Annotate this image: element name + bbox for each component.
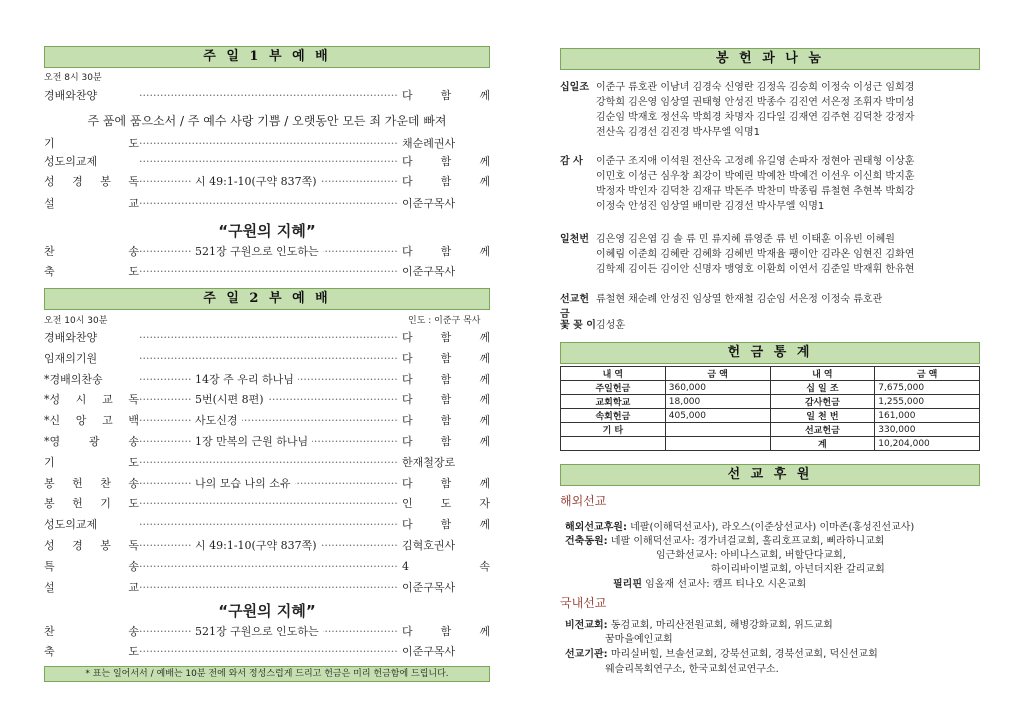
order-label: 기 도 bbox=[44, 455, 139, 469]
mission-line bbox=[656, 546, 846, 561]
order-label: 설 교 bbox=[44, 580, 139, 594]
order-leader: 다 함 께 bbox=[398, 349, 490, 369]
order-leader: 이준구목사 bbox=[398, 578, 490, 598]
order-leader: 다 함 께 bbox=[398, 86, 490, 106]
stats-cell: 계 bbox=[770, 437, 875, 451]
order-label: 찬 송 bbox=[44, 625, 139, 638]
stats-cell: 18,000 bbox=[665, 395, 770, 409]
order-row bbox=[44, 578, 490, 598]
order-row bbox=[44, 474, 490, 494]
order-label: *경배의찬송 bbox=[44, 372, 103, 386]
stats-cell: 10,204,000 bbox=[875, 437, 980, 451]
order-detail bbox=[139, 134, 398, 154]
stats-cell: 7,675,000 bbox=[875, 381, 980, 395]
service2-footer-note: * 표는 일어서서 / 예배는 10분 전에 와서 정성스럽게 드리고 헌금은 미리 헌금함에 드립니다. bbox=[44, 666, 490, 682]
order-detail-text: 시 49:1-10(구약 837쪽) bbox=[191, 175, 321, 188]
offering-names-line: 강학희 김은영 임상열 권태형 안성진 박종수 김진연 서은정 조휘자 박미성 bbox=[596, 97, 915, 108]
order-leader: 다 함 께 bbox=[398, 390, 490, 410]
order-leader: 채순례권사 bbox=[398, 134, 490, 154]
mission-line-text: 하이리바이벌교회, 아넌더지완 갈리교회 bbox=[711, 564, 885, 575]
order-detail bbox=[139, 152, 398, 172]
order-row bbox=[44, 262, 490, 282]
mission-line bbox=[605, 630, 673, 645]
order-leader: 다 함 께 bbox=[398, 152, 490, 172]
order-detail-text: 521장 구원으로 인도하는 bbox=[191, 625, 323, 638]
order-detail bbox=[139, 242, 398, 262]
order-label: 경배와찬양 bbox=[44, 89, 98, 102]
offering-header: 봉 헌 과 나 눔 bbox=[560, 48, 980, 70]
offering-names-line: 전산옥 김경선 김진경 박사무엘 익명1 bbox=[596, 127, 760, 138]
mission-line-text: 임올재 선교사: 캠프 티나오 시온교회 bbox=[641, 579, 807, 590]
stats-cell: 속회헌금 bbox=[561, 409, 666, 423]
order-row bbox=[44, 515, 490, 535]
mission-line-text: 꿈마을예인교회 bbox=[605, 634, 673, 645]
mission-line-text: 네팔 이해덕선교사: 경가녀걸교회, 홀리호프교회, 삐라하니교회 bbox=[607, 536, 885, 547]
mission-line-text: 네팔(이해덕선교사), 라오스(이준상선교사) 이마존(홍성진선교사) bbox=[626, 522, 915, 533]
order-label: 봉 헌 기 도 bbox=[44, 497, 139, 511]
overseas-mission-title: 해외선교 bbox=[560, 494, 607, 508]
order-row bbox=[44, 642, 490, 662]
order-label: *신 앙 고 백 bbox=[44, 414, 139, 428]
offering-names-line: 이민호 이성근 심우창 최강이 박예린 박예찬 박예건 이선우 이신희 박지훈 bbox=[596, 171, 915, 182]
stats-cell bbox=[665, 423, 770, 437]
offering-group bbox=[560, 318, 980, 333]
order-detail-text: 사도신경 bbox=[191, 414, 242, 427]
order-detail bbox=[139, 194, 398, 214]
mission-line bbox=[565, 645, 878, 660]
mission-line-text: 동검교회, 마리산전원교회, 해병강화교회, 위드교회 bbox=[607, 620, 833, 631]
domestic-mission-title: 국내선교 bbox=[560, 596, 607, 610]
order-row bbox=[44, 134, 490, 154]
offering-names-line: 김순임 박재호 정선옥 박희경 차명자 김다일 김재연 김주현 김덕찬 강정자 bbox=[596, 112, 915, 123]
order-label: 특 송 bbox=[44, 559, 139, 573]
order-leader: 다 함 께 bbox=[398, 515, 490, 535]
order-detail-text: 14장 주 우리 하나님 bbox=[191, 373, 298, 386]
stats-cell bbox=[665, 437, 770, 451]
order-detail-text: 나의 모습 나의 소유 bbox=[191, 477, 295, 490]
order-detail bbox=[139, 622, 398, 642]
stats-header: 헌 금 통 계 bbox=[560, 342, 980, 364]
order-label: 설 교 bbox=[44, 197, 139, 210]
order-leader: 이준구목사 bbox=[398, 642, 490, 662]
order-row bbox=[44, 390, 490, 410]
stats-cell: 405,000 bbox=[665, 409, 770, 423]
offering-group bbox=[560, 232, 980, 277]
order-label: 봉 헌 찬 송 bbox=[44, 476, 139, 490]
order-leader: 한재철장로 bbox=[398, 453, 490, 473]
order-label: 성 경 봉 독 bbox=[44, 175, 139, 188]
mission-line-text: 임근화선교사: 아비나스교회, 버할단다교회, bbox=[656, 550, 846, 561]
order-row bbox=[44, 194, 490, 214]
mission-line-label: 비전교회: bbox=[565, 620, 608, 631]
mission-header: 선 교 후 원 bbox=[560, 464, 980, 486]
order-row bbox=[44, 172, 490, 192]
mission-line-label: 필리핀 bbox=[613, 579, 642, 590]
mission-line bbox=[565, 616, 833, 631]
order-detail bbox=[139, 578, 398, 598]
order-label: *영 광 송 bbox=[44, 435, 139, 448]
order-detail-text: 5번(시편 8편) bbox=[191, 393, 268, 406]
order-row bbox=[44, 152, 490, 172]
stats-cell: 161,000 bbox=[875, 409, 980, 423]
order-leader: 이준구목사 bbox=[398, 262, 490, 282]
offering-group-label: 감 사 bbox=[560, 156, 583, 167]
stats-cell bbox=[561, 437, 666, 451]
service1-time: 오전 8시 30분 bbox=[44, 73, 102, 83]
order-detail bbox=[139, 494, 398, 514]
order-leader: 이준구목사 bbox=[398, 194, 490, 214]
order-detail bbox=[139, 536, 398, 556]
stats-cell: 선교헌금 bbox=[770, 423, 875, 437]
stats-cell: 360,000 bbox=[665, 381, 770, 395]
offering-group-label: 일천번 bbox=[560, 234, 589, 245]
order-detail-text: 시 49:1-10(구약 837쪽) bbox=[191, 539, 321, 552]
order-detail-text: 1장 만복의 근원 하나님 bbox=[191, 435, 312, 448]
mission-line bbox=[613, 575, 806, 590]
order-label: 성도의교제 bbox=[44, 518, 98, 532]
order-row bbox=[44, 494, 490, 514]
order-detail bbox=[139, 370, 398, 390]
praise-line: 주 품에 품으소서 / 주 예수 사랑 기쁨 / 오랫동안 모든 죄 가운데 빠져 bbox=[87, 114, 447, 128]
order-detail bbox=[139, 328, 398, 348]
order-label: 기 도 bbox=[44, 137, 139, 150]
order-row bbox=[44, 242, 490, 262]
stats-header-cell: 내 역 bbox=[561, 367, 666, 381]
order-detail bbox=[139, 642, 398, 662]
stats-header-cell: 금 액 bbox=[665, 367, 770, 381]
stats-cell: 감사헌금 bbox=[770, 395, 875, 409]
offering-group-label: 꽃 꽂 이 bbox=[560, 320, 596, 331]
stats-header-cell: 금 액 bbox=[875, 367, 980, 381]
order-leader: 인 도 자 bbox=[398, 494, 490, 514]
stats-cell: 교회학교 bbox=[561, 395, 666, 409]
mission-line-text: 웨슬리목회연구소, 한국교회선교연구소. bbox=[605, 664, 779, 675]
order-leader: 김혁호권사 bbox=[398, 536, 490, 556]
stats-cell: 기 타 bbox=[561, 423, 666, 437]
order-leader: 다 함 께 bbox=[398, 172, 490, 192]
offering-group-label: 선교헌금 bbox=[560, 294, 589, 320]
mission-line-label: 건축동원: bbox=[565, 536, 608, 547]
order-label: 경배와찬양 bbox=[44, 331, 98, 344]
service1-sermon-title: “구원의 지혜” bbox=[218, 222, 316, 240]
offering-names-line: 이준구 류호관 이남녀 김경숙 신영란 김정옥 김승희 이정숙 이성근 임희경 bbox=[596, 82, 915, 93]
service1-header: 주 일 1 부 예 배 bbox=[44, 46, 490, 68]
order-detail bbox=[139, 453, 398, 473]
stats-header-cell: 내 역 bbox=[770, 367, 875, 381]
mission-line-label: 해외선교후원: bbox=[565, 522, 627, 533]
stats-cell: 주일헌금 bbox=[561, 381, 666, 395]
order-row bbox=[44, 370, 490, 390]
order-leader: 다 함 께 bbox=[398, 370, 490, 390]
order-leader: 4 속 bbox=[398, 557, 490, 577]
service2-sermon-title: “구원의 지혜” bbox=[218, 602, 316, 620]
order-leader: 다 함 께 bbox=[398, 432, 490, 452]
order-leader: 다 함 께 bbox=[398, 622, 490, 642]
order-detail bbox=[139, 515, 398, 535]
order-detail bbox=[139, 432, 398, 452]
offering-group bbox=[560, 80, 980, 140]
offering-names-line: 이혜림 이준희 김혜란 김혜화 김혜빈 박재율 팽이안 김라온 임현진 김화연 bbox=[596, 249, 915, 260]
order-label: 찬 송 bbox=[44, 245, 139, 258]
order-leader: 다 함 께 bbox=[398, 242, 490, 262]
order-detail bbox=[139, 557, 398, 577]
order-label: 임재의기원 bbox=[44, 351, 98, 365]
order-label: 축 도 bbox=[44, 645, 139, 658]
order-row bbox=[44, 328, 490, 348]
order-label: 성도의교제 bbox=[44, 155, 98, 168]
stats-cell: 1,255,000 bbox=[875, 395, 980, 409]
order-row bbox=[44, 536, 490, 556]
order-row bbox=[44, 349, 490, 369]
order-leader: 다 함 께 bbox=[398, 474, 490, 494]
offering-names-line: 김학제 김이든 김이안 신명자 맹영호 이환희 이연서 김준일 박재휘 한유현 bbox=[596, 264, 915, 275]
mission-line-text: 마리실버힐, 브솔선교회, 강북선교회, 경북선교회, 덕신선교회 bbox=[607, 649, 878, 660]
stats-cell: 일 천 번 bbox=[770, 409, 875, 423]
service2-header: 주 일 2 부 예 배 bbox=[44, 288, 490, 310]
order-leader: 다 함 께 bbox=[398, 411, 490, 431]
order-row bbox=[44, 557, 490, 577]
order-row bbox=[44, 453, 490, 473]
service2-time: 오전 10시 30분 bbox=[44, 316, 108, 326]
order-label: *성 시 교 독 bbox=[44, 393, 139, 407]
order-row bbox=[44, 432, 490, 452]
offering-names-line: 김은영 김은엽 김 솔 류 민 류지혜 류영준 류 빈 이태훈 이유빈 이혜원 bbox=[596, 234, 895, 245]
order-detail bbox=[139, 172, 398, 192]
offering-group bbox=[560, 154, 980, 214]
offering-names-line: 김성훈 bbox=[596, 320, 625, 331]
order-detail bbox=[139, 390, 398, 410]
mission-line-label: 선교기관: bbox=[565, 649, 608, 660]
offering-names-line: 이준구 조지애 이석원 전산옥 고정례 유길영 손파자 정현아 권태형 이상훈 bbox=[596, 156, 915, 167]
order-row bbox=[44, 622, 490, 642]
order-label: 축 도 bbox=[44, 265, 139, 278]
mission-line bbox=[565, 518, 914, 533]
offering-group-label: 십일조 bbox=[560, 82, 589, 93]
order-detail bbox=[139, 411, 398, 431]
offering-names-line: 박정자 박인자 김덕찬 김재규 박돈주 박찬미 박종림 류철현 추현복 박희강 bbox=[596, 186, 915, 197]
service2-leader: 인도 : 이준구 목사 bbox=[408, 316, 481, 326]
order-detail bbox=[139, 474, 398, 494]
order-detail bbox=[139, 349, 398, 369]
order-detail-text: 521장 구원으로 인도하는 bbox=[191, 245, 323, 258]
order-detail bbox=[139, 262, 398, 282]
order-detail bbox=[139, 86, 398, 106]
mission-line bbox=[565, 532, 884, 547]
stats-cell: 십 일 조 bbox=[770, 381, 875, 395]
mission-line bbox=[711, 560, 885, 575]
stats-cell: 330,000 bbox=[875, 423, 980, 437]
order-row bbox=[44, 86, 490, 106]
mission-line bbox=[605, 660, 779, 675]
offering-names-line: 이정숙 안성진 임상열 배미란 김경선 박사무엘 익명1 bbox=[596, 201, 825, 212]
order-leader: 다 함 께 bbox=[398, 328, 490, 348]
offering-stats-table bbox=[560, 366, 980, 451]
order-label: 성 경 봉 독 bbox=[44, 539, 139, 552]
order-row bbox=[44, 411, 490, 431]
offering-names-line: 류철현 채순례 안성진 임상열 한재철 김순임 서은정 이정숙 류호관 bbox=[596, 294, 883, 305]
